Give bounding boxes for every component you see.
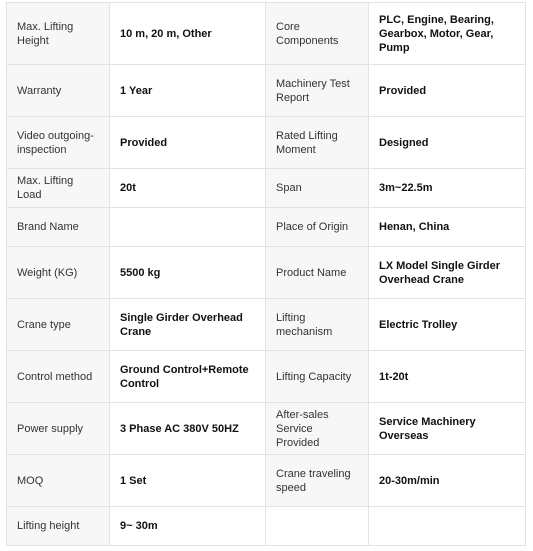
attribute-value: Designed (369, 117, 526, 169)
table-row (7, 403, 526, 455)
table-row (7, 247, 526, 299)
spec-table (6, 2, 526, 546)
attribute-name: MOQ (7, 455, 110, 507)
empty-cell (266, 507, 369, 546)
attribute-name: Core Components (266, 3, 369, 65)
attribute-value: 1 Set (110, 455, 266, 507)
attribute-name: Brand Name (7, 208, 110, 247)
table-row (7, 455, 526, 507)
spec-table-container (6, 2, 525, 546)
table-row (7, 208, 526, 247)
attribute-name: Warranty (7, 65, 110, 117)
attribute-value: 10 m, 20 m, Other (110, 3, 266, 65)
attribute-name: Place of Origin (266, 208, 369, 247)
attribute-name: Lifting height (7, 507, 110, 546)
attribute-name: Lifting mechanism (266, 299, 369, 351)
attribute-value: 20t (110, 169, 266, 208)
attribute-name: Crane type (7, 299, 110, 351)
attribute-name: Crane traveling speed (266, 455, 369, 507)
attribute-value: Electric Trolley (369, 299, 526, 351)
attribute-value: Service Machinery Overseas (369, 403, 526, 455)
table-row (7, 169, 526, 208)
attribute-name: Span (266, 169, 369, 208)
attribute-value: 3m~22.5m (369, 169, 526, 208)
table-row (7, 299, 526, 351)
attribute-value: Single Girder Overhead Crane (110, 299, 266, 351)
attribute-name: Machinery Test Report (266, 65, 369, 117)
attribute-name: Product Name (266, 247, 369, 299)
attribute-value: 1t-20t (369, 351, 526, 403)
empty-cell (369, 507, 526, 546)
attribute-value: 3 Phase AC 380V 50HZ (110, 403, 266, 455)
attribute-name: Lifting Capacity (266, 351, 369, 403)
table-row (7, 65, 526, 117)
attribute-value: Henan, China (369, 208, 526, 247)
attribute-name: Video outgoing-inspection (7, 117, 110, 169)
attribute-name: Power supply (7, 403, 110, 455)
table-row (7, 351, 526, 403)
attribute-value: 9~ 30m (110, 507, 266, 546)
attribute-name: Max. Lifting Height (7, 3, 110, 65)
attribute-value: PLC, Engine, Bearing, Gearbox, Motor, Gear, Pump (369, 3, 526, 65)
attribute-value (110, 208, 266, 247)
attribute-value: Ground Control+Remote Control (110, 351, 266, 403)
attribute-value: Provided (369, 65, 526, 117)
attribute-name: Rated Lifting Moment (266, 117, 369, 169)
attribute-value: 20-30m/min (369, 455, 526, 507)
table-row (7, 507, 526, 546)
attribute-name: Max. Lifting Load (7, 169, 110, 208)
attribute-name: Control method (7, 351, 110, 403)
attribute-value: 5500 kg (110, 247, 266, 299)
attribute-name: After-sales Service Provided (266, 403, 369, 455)
attribute-value: 1 Year (110, 65, 266, 117)
attribute-value: Provided (110, 117, 266, 169)
attribute-name: Weight (KG) (7, 247, 110, 299)
table-row (7, 3, 526, 65)
table-row (7, 117, 526, 169)
attribute-value: LX Model Single Girder Overhead Crane (369, 247, 526, 299)
